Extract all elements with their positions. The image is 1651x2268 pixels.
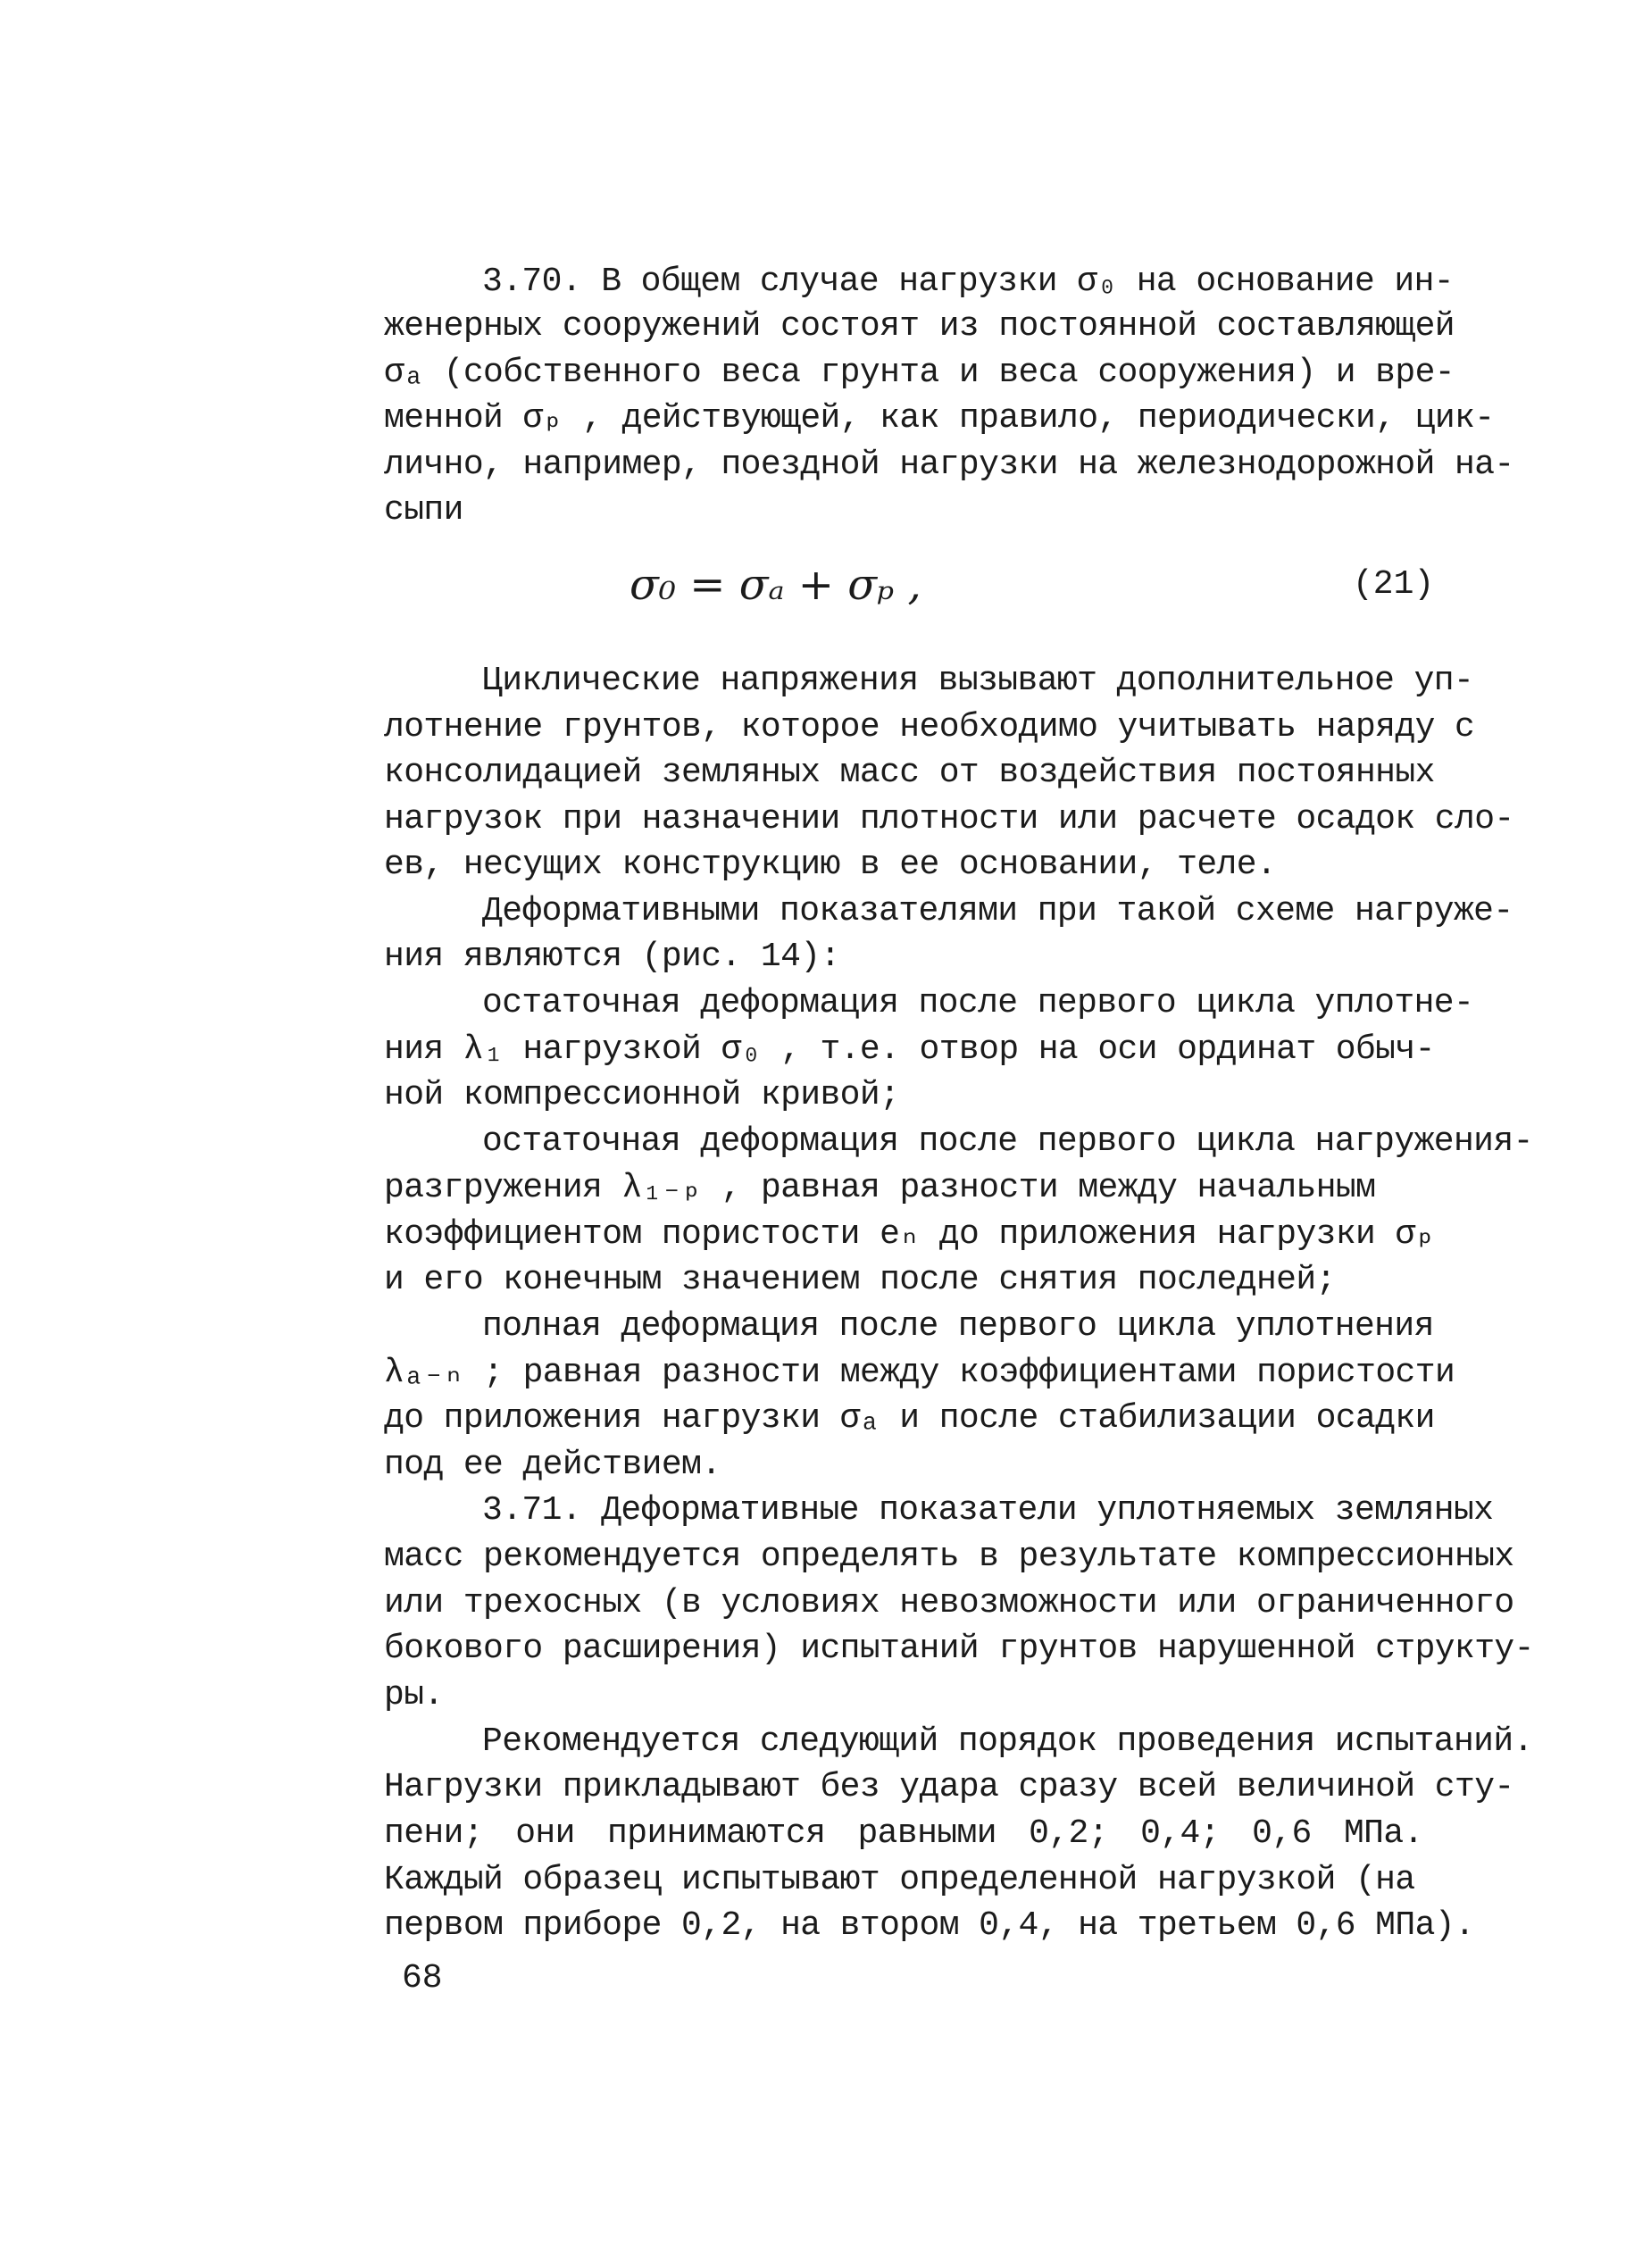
text-line: первом приборе 0,2, на втором 0,4, на третьем 0,6 МПа). xyxy=(384,1906,1475,1945)
formula-21 xyxy=(0,554,1651,616)
text-line: Нагрузки прикладывают без удара сразу всей величиной сту- xyxy=(384,1768,1514,1806)
text-line: разгружения λ₁₋ₚ , равная разности между начальным xyxy=(384,1169,1376,1207)
text-line: нагрузок при назначении плотности или расчете осадок сло- xyxy=(384,800,1514,838)
text-line: коэффициентом пористости eₙ до приложения нагрузки σₚ xyxy=(384,1215,1435,1254)
text-line: ры. xyxy=(384,1676,444,1714)
formula-expression: σ₀ = σₐ + σₚ , xyxy=(630,560,921,610)
text-line: до приложения нагрузки σₐ и после стабилизации осадки xyxy=(384,1399,1435,1438)
text-line: ния λ₁ нагрузкой σ₀ , т.е. отвор на оси ординат обыч- xyxy=(384,1030,1435,1069)
text-line: остаточная деформация после первого цикла уплотне- xyxy=(482,984,1474,1022)
text-line: или трехосных (в условиях невозможности или ограниченного xyxy=(384,1584,1514,1622)
text-line: Рекомендуется следующий порядок проведения испытаний. xyxy=(482,1722,1533,1761)
text-line: лично, например, поездной нагрузки на железнодорожной на- xyxy=(384,446,1514,484)
text-line: консолидацией земляных масс от воздействия постоянных xyxy=(384,754,1435,792)
text-line: менной σₚ , действующей, как правило, периодически, цик- xyxy=(384,399,1495,438)
text-line: остаточная деформация после первого цикла нагружения- xyxy=(482,1122,1533,1161)
text-line: ев, несущих конструкцию в ее основании, теле. xyxy=(384,846,1277,884)
text-line: пени; они принимаются равными 0,2; 0,4; 0,6 МПа. xyxy=(384,1814,1423,1853)
text-line: 3.71. Деформативные показатели уплотняемых земляных xyxy=(482,1491,1494,1530)
text-line: σₐ (собственного веса грунта и веса сооружения) и вре- xyxy=(384,354,1455,392)
text-line: λₐ₋ₙ ; равная разности между коэффициентами пористости xyxy=(384,1354,1455,1392)
page-number: 68 xyxy=(402,1959,443,1997)
text-line: Деформативными показателями при такой схеме нагруже- xyxy=(482,892,1513,930)
text-line: Циклические напряжения вызывают дополнительное уп- xyxy=(482,662,1474,700)
formula-number: (21) xyxy=(1353,565,1435,604)
text-line: женерных сооружений состоят из постоянной составляющей xyxy=(384,307,1455,346)
text-line: ния являются (рис. 14): xyxy=(384,938,840,976)
text-line: под ее действием. xyxy=(384,1446,721,1484)
text-line: бокового расширения) испытаний грунтов нарушенной структу- xyxy=(384,1630,1534,1668)
text-line: сыпи xyxy=(384,491,463,529)
text-line: лотнение грунтов, которое необходимо учитывать наряду с xyxy=(384,708,1475,746)
text-line: масс рекомендуется определять в результате компрессионных xyxy=(384,1538,1514,1576)
text-line: ной компрессионной кривой; xyxy=(384,1076,900,1114)
text-line: и его конечным значением после снятия последней; xyxy=(384,1261,1336,1299)
text-line: 3.70. В общем случае нагрузки σ₀ на основание ин- xyxy=(482,263,1454,301)
text-line: полная деформация после первого цикла уплотнения xyxy=(482,1307,1434,1346)
text-line: Каждый образец испытывают определенной нагрузкой (на xyxy=(384,1861,1415,1899)
